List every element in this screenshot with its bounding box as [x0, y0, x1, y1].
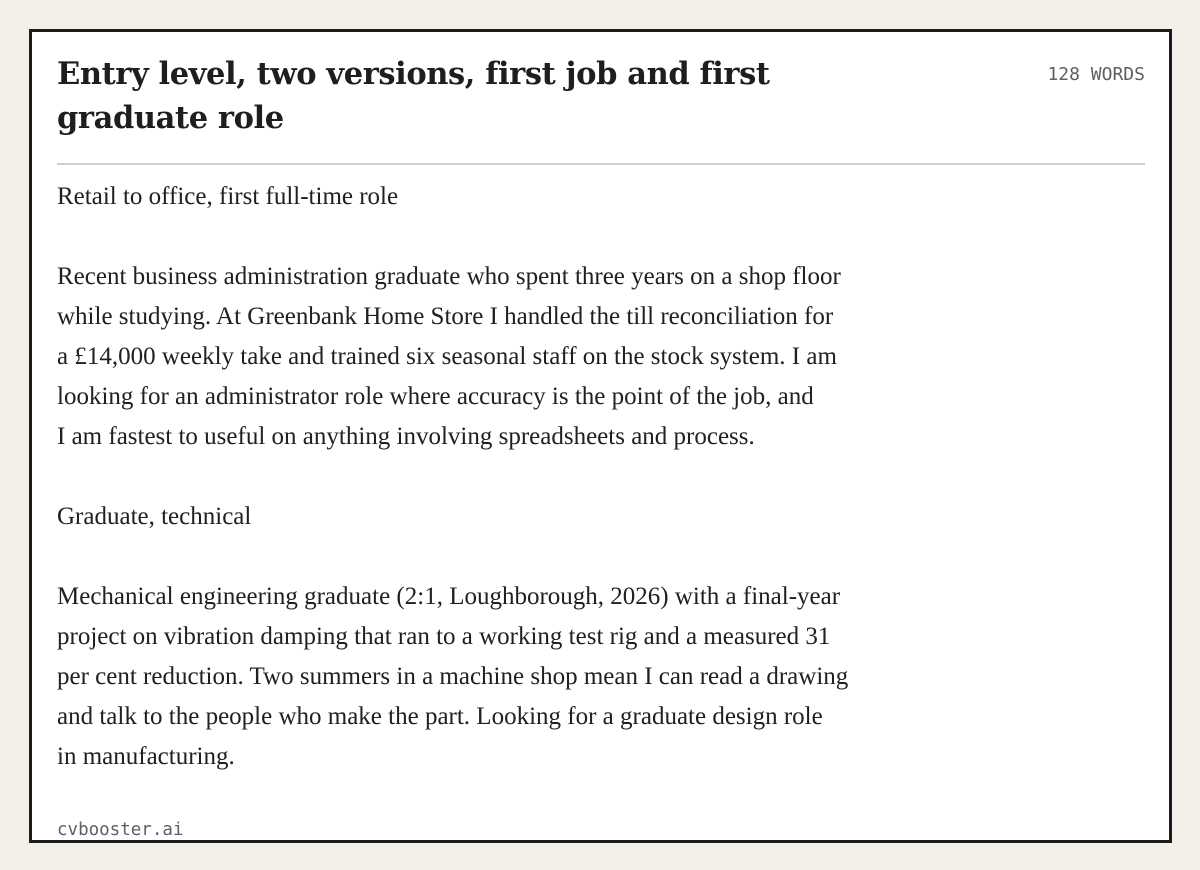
summary-card — [29, 29, 1172, 843]
section-retail-to-office — [57, 177, 1017, 457]
card-header — [57, 52, 1145, 165]
section-heading: Graduate, technical — [57, 503, 252, 530]
section-graduate-technical — [57, 497, 1017, 777]
section-heading: Retail to office, first full-time role — [57, 183, 399, 210]
card-title: Entry level, two versions, first job and first graduate role — [57, 56, 770, 136]
brand-footer: cvbooster.ai — [57, 820, 184, 840]
word-count: 128 WORDS — [1047, 64, 1145, 85]
section-text: Recent business administration graduate who spent three years on a shop floor while studying. At Greenbank Home Store I handled the till reconciliation for a £14,000 weekly take and trained six seasonal staff on the stock system. I am looking for an administrator role where accuracy is the point of the job, and I am fastest to useful on anything involving spreadsheets and process. — [57, 263, 841, 450]
card-body — [57, 177, 1017, 817]
section-text: Mechanical engineering graduate (2:1, Loughborough, 2026) with a final-year project on vibration damping that ran to a working test rig and a measured 31 per cent reduction. Two summers in a machine shop mean I can read a drawing and talk to the people who make the part. Looking for a graduate design role in manufacturing. — [57, 583, 849, 770]
